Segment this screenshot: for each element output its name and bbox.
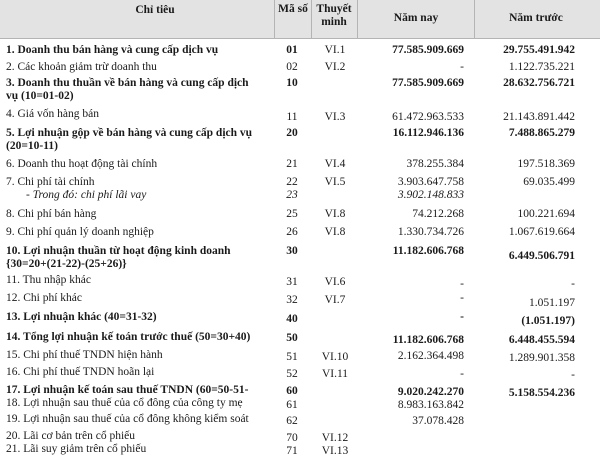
column-divider [357,0,358,38]
row-label: 16. Chi phí thuế TNDN hoãn lại [6,366,155,378]
row-label: 19. Lợi nhuận sau thuế của cổ đông không kiểm soát [6,413,249,425]
row-label: 7. Chi phí tài chính [6,176,95,188]
row-previous: 69.035.499 [523,176,575,188]
header-indicator: Chỉ tiêu [135,4,175,16]
row-code: 30 [286,245,298,257]
row-code: 02 [286,61,298,73]
row-previous: 100.221.694 [517,208,575,220]
row-note: VI.13 [321,445,349,457]
row-note: VI.2 [324,61,346,73]
row-previous: 6.449.506.791 [508,250,575,262]
row-code: 50 [286,332,298,344]
row-label: 10. Lợi nhuận thuần từ hoạt động kinh doanh [6,245,231,257]
row-label-continued: {30=20+(21-22)-(25+26)} [6,258,127,270]
row-code: 25 [286,208,298,220]
row-current: - [460,292,464,304]
row-code: 21 [286,158,298,170]
row-label: 13. Lợi nhuận khác (40=31-32) [6,311,157,323]
row-label: 21. Lãi suy giảm trên cổ phiếu [6,443,147,455]
header-divider [0,38,600,39]
header-previous-year: Năm trước [509,12,563,24]
row-note: VI.10 [321,351,349,363]
row-code: 40 [286,313,298,325]
row-previous: 1.122.735.221 [508,61,575,73]
row-note: VI.11 [321,368,349,380]
row-code: 32 [286,294,298,306]
row-note: VI.8 [324,226,346,238]
row-label: 2. Các khoản giảm trừ doanh thu [6,61,157,73]
row-previous: 7.488.865.279 [508,127,575,139]
row-current: 8.983.163.842 [397,399,464,411]
row-label: 20. Lãi cơ bản trên cổ phiếu [6,430,136,442]
row-label: 9. Chi phí quản lý doanh nghiệp [6,226,154,238]
row-current: - [460,61,464,73]
row-note: VI.3 [324,111,346,123]
row-previous: 5.158.554.236 [508,387,575,399]
column-divider [474,0,475,38]
row-current: - [460,311,464,323]
row-current: 74.212.268 [412,208,464,220]
row-note: VI.8 [324,208,346,220]
row-label-continued: vụ (10=01-02) [6,90,74,102]
row-label: 14. Tổng lợi nhuận kế toán trước thuế (50=30+40) [6,331,251,343]
row-previous: 29.755.491.942 [503,44,575,56]
row-label: 8. Chi phí bán hàng [6,208,97,220]
column-divider [274,0,275,38]
row-current: 37.078.428 [412,415,464,427]
row-note: VI.6 [324,276,346,288]
row-previous: 1.051.197 [529,297,575,309]
row-current: 1.330.734.726 [397,226,464,238]
header-code: Mã số [278,3,308,15]
row-current: 3.903.647.758 [397,176,464,188]
row-current: 77.585.909.669 [392,44,464,56]
header-note: Thuyết minh [316,3,352,28]
row-label: 15. Chi phí thuế TNDN hiện hành [6,349,163,361]
row-label: 4. Giá vốn hàng bán [6,108,99,120]
row-previous: - [571,369,575,381]
row-code: 62 [286,415,298,427]
row-current: 378.255.384 [406,158,464,170]
row-code: 31 [286,276,298,288]
row-code: 26 [286,226,298,238]
row-label: 17. Lợi nhuận kế toán sau thuế TNDN (60=50-51- [6,384,249,396]
row-current: 11.182.606.768 [392,334,464,346]
row-current: 77.585.909.669 [392,77,464,89]
row-code: 60 [286,385,298,397]
row-label: - Trong đó: chi phí lãi vay [26,189,147,201]
row-code: 52 [286,368,298,380]
row-current: 2.162.364.498 [397,350,464,362]
row-label: 11. Thu nhập khác [6,274,91,286]
row-note: VI.7 [324,294,346,306]
row-code: 01 [286,44,298,56]
row-code: 20 [286,127,298,139]
row-note: VI.5 [324,176,346,188]
row-current: - [460,278,464,290]
row-note: VI.1 [324,44,346,56]
row-code: 10 [286,77,298,89]
row-label: 6. Doanh thu hoạt động tài chính [6,158,158,170]
row-code: 51 [286,351,298,363]
row-previous: 197.518.369 [517,158,575,170]
row-label: 12. Chi phí khác [6,292,83,304]
row-current: 3.902.148.833 [397,189,464,201]
row-current: - [460,368,464,380]
row-code: 23 [286,189,298,201]
row-current: 16.112.946.136 [392,127,464,139]
row-previous: (1.051.197) [521,315,575,327]
row-note: VI.12 [321,432,349,444]
header-current-year: Năm nay [393,12,439,24]
row-label-continued: (20=10-11) [6,140,58,152]
row-code: 11 [286,111,298,123]
row-previous: 6.448.455.594 [508,334,575,346]
row-current: 9.020.242.270 [397,386,464,398]
row-code: 70 [286,432,298,444]
row-note: VI.4 [324,158,346,170]
row-label: 3. Doanh thu thuần về bán hàng và cung cấp dịch [6,77,249,89]
row-label: 1. Doanh thu bán hàng và cung cấp dịch vụ [6,44,219,56]
row-code: 71 [286,445,298,457]
row-previous: 1.289.901.358 [508,352,575,364]
row-label: 18. Lợi nhuận sau thuế của cổ đông của công ty mẹ [6,397,243,409]
row-previous: - [571,278,575,290]
row-previous: 1.067.619.664 [508,226,575,238]
row-label: 5. Lợi nhuận gộp về bán hàng và cung cấp dịch vụ [6,127,253,139]
row-current: 61.472.963.533 [392,111,464,123]
row-current: 11.182.606.768 [392,245,464,257]
row-code: 22 [286,176,298,188]
row-previous: 28.632.756.721 [503,77,575,89]
row-previous: 21.143.891.442 [503,111,575,123]
row-code: 61 [286,399,298,411]
